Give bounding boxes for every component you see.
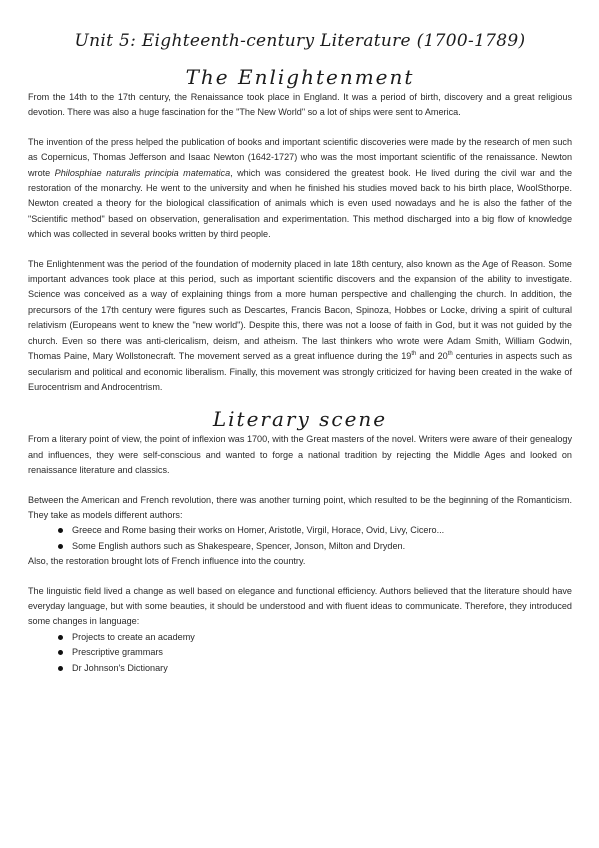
paragraph-text: The invention of the press helped the publication of books and important scientific discoveries were made by the research of men such as Copernicus, Thomas Jefferson and Isaac Newton (1642-1727) who was the most important scientific of the renaissance. Newton wrote [28, 136, 572, 178]
list-item [54, 630, 572, 645]
paragraph: The linguistic field lived a change as well based on elegance and functional efficiency. Authors believed that the literature should have everyday language, but with some beauties, it should be understood and with fluent ideas to communicate. Therefore, they introduced some changes in language: [28, 585, 572, 627]
paragraph: Also, the restoration brought lots of French influence into the country. [28, 556, 306, 567]
section-heading-literary-scene: Literary scene [212, 407, 388, 432]
list-item-text: Dr Johnson's Dictionary [72, 662, 168, 673]
bullet-icon [58, 544, 63, 549]
list-item [54, 523, 572, 538]
list-item-text: Greece and Rome basing their works on Homer, Aristotle, Virgil, Horace, Ovid, Livy, Cicero... [72, 525, 445, 536]
list-item [54, 661, 572, 676]
paragraph: Between the American and French revolution, there was another turning point, which resulted to be the beginning of the Romanticism. They take as models different authors: [28, 494, 572, 520]
paragraph-text: centuries in aspects such as secularism and political and economic liberalism. Finally, this movement was strongly criticized for having been created in the wake of Eurocentrism and Androcentrism. [28, 351, 573, 392]
paragraph: From the 14th to the 17th century, the Renaissance took place in England. It was a period of birth, discovery and a great religious devotion. There was also a huge fascination for the "The New World" so a lot of ships were sent to America. [28, 92, 572, 118]
bullet-list [28, 523, 572, 554]
bullet-icon [58, 666, 63, 671]
superscript: th [411, 351, 417, 358]
paragraph-text: The Enlightenment was the period of the foundation of modernity placed in late 18th century, also known as the Age of Reason. Some important advances took place at this period, such as important scientific discovers and the expansion of the ability to investigate. Science was conceived as a way of explaining things from a more human perspective and challenging the church. In addition, the precursors of the 17th century were figures such as Descartes, Francis Bacon, Spinoza, Hobbes or Locke, driving a spirit of cultural relativism (Europeans went to knew the "new world"). Despite this, there was not a loose of faith in God, but it was not guided by the church. Even so there was anti-clericalism, deism, and atheism. The last thinkers who wrote were Adam Smith, William Godwin, Thomas Paine, Mary Wollstonecraft. The movement served as a great influence during the 19 [28, 258, 572, 362]
paragraph [28, 135, 572, 243]
page-title: Unit 5: Eighteenth-century Literature (1700-1789) [74, 31, 526, 51]
list-item-text: Prescriptive grammars [72, 647, 163, 658]
bullet-list [28, 630, 572, 676]
bullet-icon [58, 650, 63, 655]
superscript: th [447, 351, 453, 358]
book-title: Philosphiae naturalis principia matematica [54, 167, 231, 178]
paragraph-text: , which was considered the greatest book. He lived during the civil war and the restoration of the monarchy. He went to the university and when he finished his studies moved back to his birth place, WoolSthorpe. Newton created a theory for the biological classification of animals which is even used nowadays and he is also the father of the "Scientific method" based on observation, generalisation and experimentation. This method discharged into a big flow of knowledge which was collected in several books written by third people. [28, 167, 572, 240]
paragraph: From a literary point of view, the point of inflexion was 1700, with the Great masters of the novel. Writers were aware of their genealogy and influences, they were self-conscious and wanted to forge a national tradition by rejecting the Middle Ages and looked on renaissance literature and classics. [28, 434, 572, 476]
bullet-icon [58, 635, 63, 640]
paragraph-text: and 20 [416, 351, 448, 362]
list-item-text: Some English authors such as Shakespeare, Spencer, Jonson, Milton and Dryden. [72, 540, 406, 551]
paragraph [28, 257, 572, 396]
bullet-icon [58, 528, 63, 533]
list-item-text: Projects to create an academy [72, 631, 195, 642]
list-item [54, 645, 572, 660]
list-item [54, 539, 572, 554]
section-heading-enlightenment: The Enlightenment [185, 65, 415, 89]
